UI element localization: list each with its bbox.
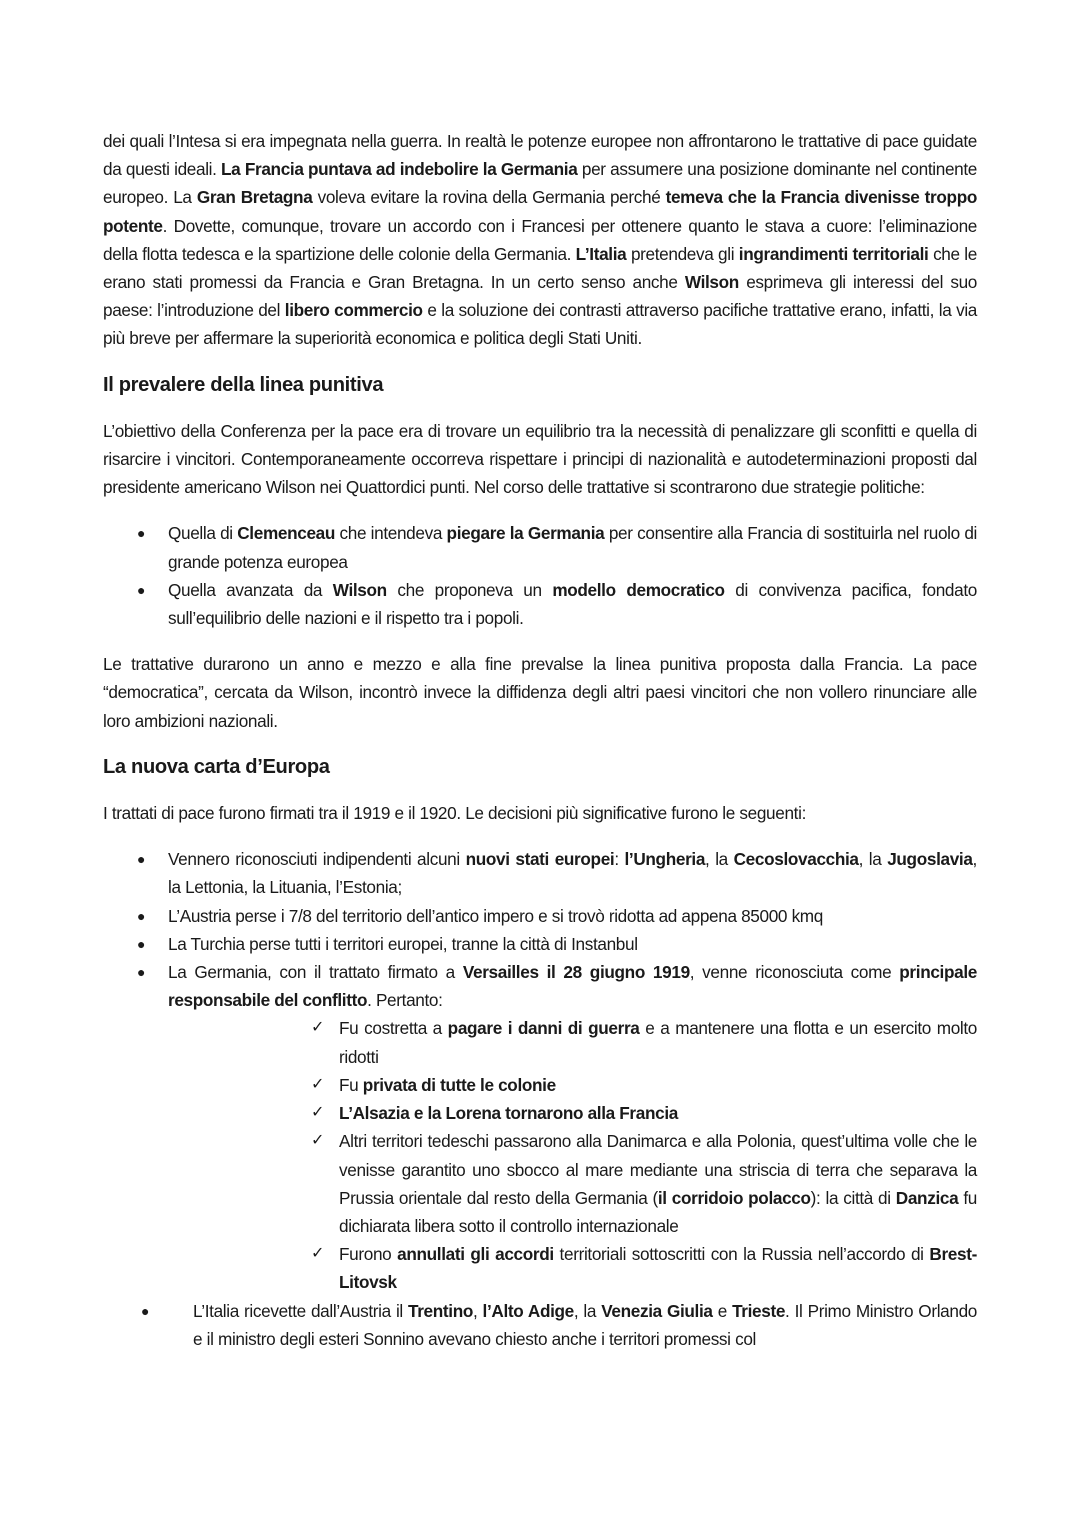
- bold-text: temeva che la Francia divenisse troppo potente: [103, 187, 977, 236]
- bold-text: libero commercio: [284, 300, 423, 321]
- intro-paragraph: [103, 127, 977, 353]
- text-run: territoriali sottoscritti con la Russia nell’accordo di: [553, 1244, 930, 1265]
- text-run: , venne riconosciuta come: [689, 962, 900, 983]
- document-page: [103, 127, 977, 1353]
- bold-text: Danzica: [895, 1187, 959, 1208]
- text-run: che le erano stati promessi da Francia e Gran Bretagna. In un certo senso anche: [103, 243, 977, 293]
- text-run: che intendeva: [335, 523, 447, 544]
- bold-text: annullati gli accordi: [397, 1244, 554, 1265]
- check-item: [309, 1127, 977, 1240]
- text-run: , la Lettonia, la Lituania, l’Estonia;: [168, 849, 977, 898]
- conference-paragraph: [103, 417, 977, 502]
- text-run: La Turchia perse tutti i territori europei, tranne la città di Instanbul: [168, 933, 638, 954]
- bold-text: principale responsabile del conflitto: [168, 962, 977, 1011]
- text-run: Quella avanzata da: [168, 579, 333, 600]
- text-run: voleva evitare la rovina della Germania perché: [312, 187, 666, 208]
- bold-text: L’Italia: [575, 243, 627, 264]
- text-run: ): la città di: [810, 1187, 896, 1208]
- text-run: che proponeva un: [386, 579, 553, 600]
- bold-text: Versailles il 28 giugno 1919: [462, 962, 690, 983]
- bold-text: piegare la Germania: [446, 523, 605, 544]
- decisions-list: [103, 845, 977, 1014]
- bold-text: La Francia puntava ad indebolire la Germania: [221, 159, 578, 180]
- text-run: ,: [473, 1300, 483, 1321]
- text-run: Furono: [339, 1244, 398, 1265]
- check-item-text: [339, 1018, 977, 1066]
- germany-consequences-list: [103, 1014, 977, 1296]
- list-item: [103, 958, 977, 1014]
- check-item: [309, 1240, 977, 1296]
- check-item-text: [339, 1131, 977, 1236]
- bold-text: pagare i danni di guerra: [447, 1018, 640, 1039]
- check-item: [309, 1014, 977, 1070]
- list-item-text: [168, 523, 977, 571]
- checkmark-icon: ✓: [311, 1075, 325, 1093]
- text-run: per consentire alla Francia di sostituirla nel ruolo di grande potenza europea: [168, 523, 978, 572]
- bold-text: l’Alto Adige: [482, 1300, 574, 1321]
- checkmark-icon: ✓: [311, 1132, 325, 1150]
- bold-text: Wilson: [684, 272, 739, 293]
- bullet-icon: ●: [141, 1302, 150, 1319]
- bullet-icon: ●: [137, 935, 146, 952]
- bold-text: privata di tutte le colonie: [362, 1074, 556, 1095]
- list-item-text: [168, 934, 638, 954]
- section-heading-nuova-carta: La nuova carta d’Europa: [103, 755, 330, 778]
- text-run: :: [614, 849, 625, 870]
- list-item: [103, 902, 977, 930]
- text-run: L’obiettivo della Conferenza per la pace era di trovare un equilibrio tra la necessità di penalizzare gli sconfitti e quella di risarcire i vincitori. Contemporaneamente occorreva rispettare i principi di nazionalità e autodeterminazioni proposti dal presidente americano Wilson nei Quattordici punti. Nel corso delle trattative si scontrarono due strategie politiche:: [103, 420, 977, 498]
- text-run: , la: [858, 849, 888, 870]
- text-run: . Pertanto:: [367, 990, 443, 1011]
- text-run: L’Austria perse i 7/8 del territorio dell’antico impero e si trovò ridotta ad appena 85000 kmq: [168, 905, 823, 926]
- list-item: [103, 519, 977, 575]
- bold-text: Gran Bretagna: [196, 187, 313, 208]
- text-run: per assumere una posizione dominante nel continente europeo. La: [103, 159, 977, 208]
- bold-text: Venezia Giulia: [601, 1300, 713, 1321]
- check-item-text: [339, 1103, 678, 1123]
- italy-list: [103, 1297, 977, 1353]
- text-run: fu dichiarata libera sotto il controllo internazionale: [339, 1187, 977, 1236]
- text-run: , la: [705, 849, 734, 870]
- text-run: Quella di: [168, 523, 238, 544]
- treaties-paragraph: [103, 799, 977, 827]
- bold-text: nuovi stati europei: [465, 849, 615, 870]
- text-run: Fu: [339, 1074, 363, 1095]
- bold-text: Cecoslovacchia: [733, 849, 859, 870]
- list-item: [103, 845, 977, 901]
- list-item: [103, 930, 977, 958]
- bold-text: Clemenceau: [237, 523, 336, 544]
- checkmark-icon: ✓: [311, 1245, 325, 1263]
- text-run: L’Italia ricevette dall’Austria il: [193, 1300, 408, 1321]
- list-item: [103, 576, 977, 632]
- check-item-text: [339, 1244, 977, 1292]
- list-item-text: [168, 962, 977, 1010]
- bullet-icon: ●: [137, 581, 146, 598]
- text-run: La Germania, con il trattato firmato a: [168, 962, 463, 983]
- bold-text: l’Ungheria: [624, 849, 706, 870]
- text-run: . Dovette, comunque, trovare un accordo con i Francesi per ottenere quanto le stava a cuore: l’eliminazione della flotta tedesca e la spartizione delle colonie della Germania.: [103, 215, 977, 264]
- check-item: [309, 1099, 977, 1127]
- bold-text: Brest-Litovsk: [339, 1244, 977, 1293]
- bold-text: modello democratico: [552, 579, 725, 600]
- text-run: Altri territori tedeschi passarono alla Danimarca e alla Polonia, quest’ultima volle che le venisse garantito uno sbocco al mare mediante una striscia di terra che separava la Prussia orientale dal resto della Germania (: [339, 1131, 977, 1208]
- bold-text: L’Alsazia e la Lorena tornarono alla Francia: [339, 1103, 678, 1124]
- text-run: e: [712, 1300, 733, 1321]
- check-item: [309, 1071, 977, 1099]
- negotiations-paragraph: [103, 650, 977, 735]
- bold-text: ingrandimenti territoriali: [738, 243, 929, 264]
- list-item: [103, 1297, 977, 1353]
- text-run: di convivenza pacifica, fondato sull’equilibrio delle nazioni e il rispetto tra i popoli.: [168, 579, 977, 629]
- list-item-text: [168, 580, 977, 628]
- text-run: e a mantenere una flotta e un esercito molto ridotti: [339, 1018, 978, 1067]
- check-item-text: [339, 1075, 556, 1095]
- text-run: dei quali l’Intesa si era impegnata nella guerra. In realtà le potenze europee non affrontarono le trattative di pace guidate da questi ideali.: [103, 131, 977, 180]
- list-item-text: [168, 906, 823, 926]
- text-run: Fu costretta a: [339, 1018, 448, 1039]
- bold-text: Wilson: [332, 579, 387, 600]
- bullet-icon: ●: [137, 525, 146, 542]
- strategies-list: [103, 519, 977, 632]
- bullet-icon: ●: [137, 851, 146, 868]
- bold-text: Trentino: [408, 1300, 473, 1321]
- text-run: . Il Primo Ministro Orlando e il ministro degli esteri Sonnino avevano chiesto anche i territori promessi col: [193, 1300, 977, 1349]
- text-run: I trattati di pace furono firmati tra il 1919 e il 1920. Le decisioni più significative furono le seguenti:: [103, 803, 806, 824]
- checkmark-icon: ✓: [311, 1019, 325, 1037]
- text-run: Le trattative durarono un anno e mezzo e alla fine prevalse la linea punitiva proposta dalla Francia. La pace “democratica”, cercata da Wilson, incontrò invece la diffidenza degli altri paesi vincitori che non vollero rinunciare alle loro ambizioni nazionali.: [103, 654, 977, 731]
- checkmark-icon: ✓: [311, 1104, 325, 1122]
- bold-text: Jugoslavia: [887, 849, 973, 870]
- bold-text: il corridoio polacco: [657, 1187, 811, 1208]
- bold-text: Trieste: [732, 1300, 786, 1321]
- text-run: e la soluzione dei contrasti attraverso pacifiche trattative erano, infatti, la via più breve per affermare la superiorità economica e politica degli Stati Uniti.: [103, 300, 977, 349]
- list-item-text: [193, 1301, 977, 1349]
- text-run: esprimeva gli interessi del suo paese: l’introduzione del: [103, 272, 977, 321]
- text-run: Vennero riconosciuti indipendenti alcuni: [168, 849, 466, 870]
- text-run: , la: [573, 1300, 602, 1321]
- text-run: pretendeva gli: [626, 243, 739, 264]
- bullet-icon: ●: [137, 907, 146, 924]
- bullet-icon: ●: [137, 964, 146, 981]
- section-heading-linea-punitiva: Il prevalere della linea punitiva: [103, 373, 384, 396]
- list-item-text: [168, 849, 977, 897]
